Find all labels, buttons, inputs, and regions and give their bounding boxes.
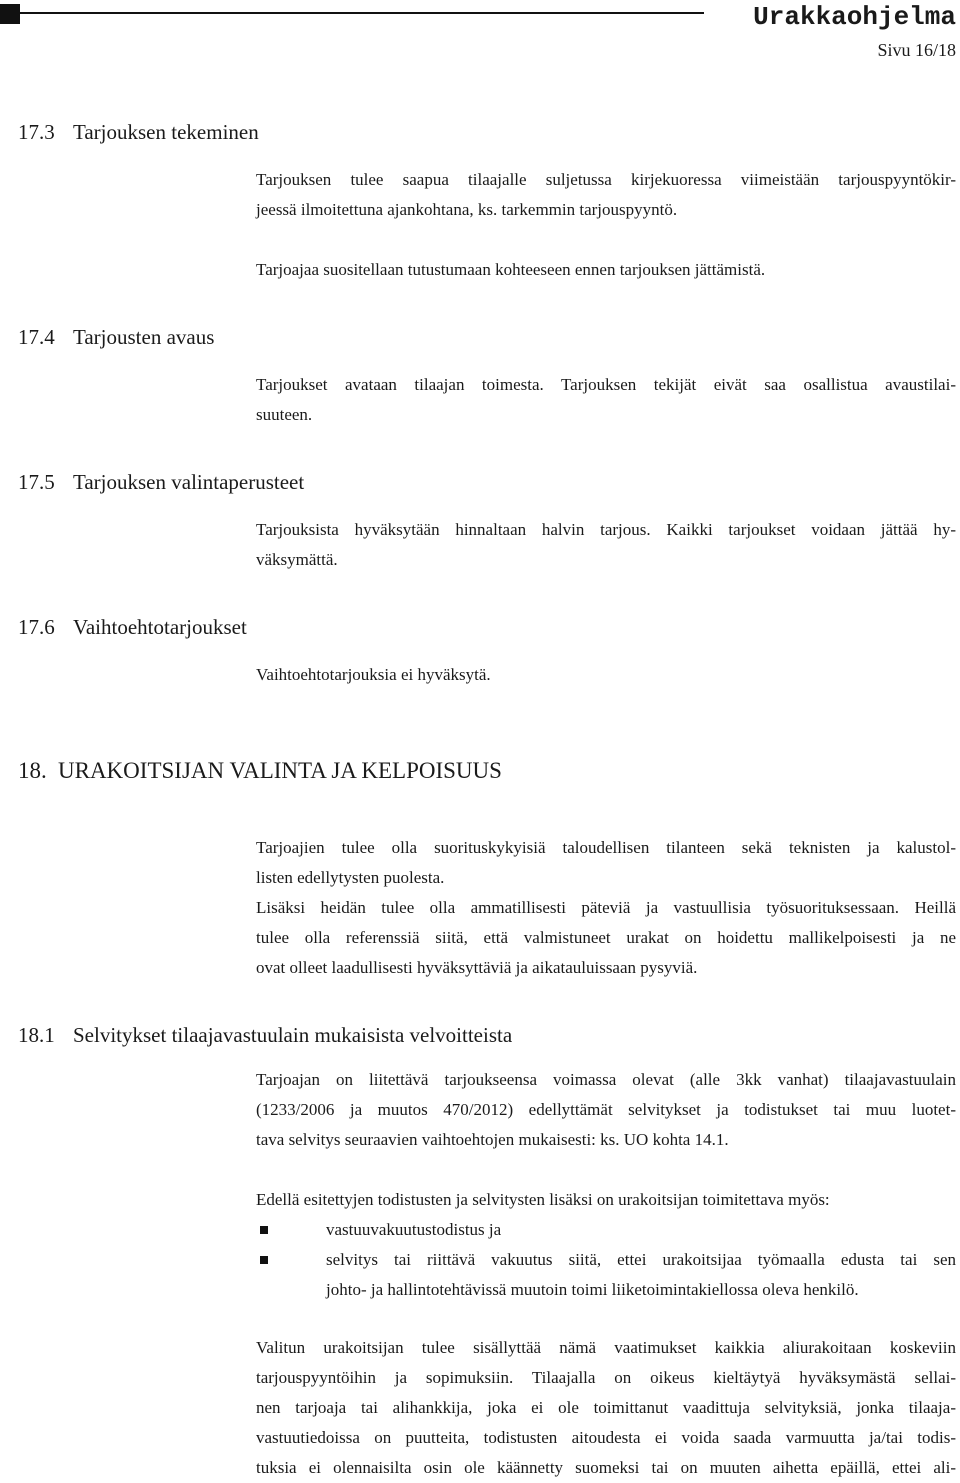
paragraph bbox=[256, 255, 956, 285]
paragraph bbox=[256, 1333, 956, 1483]
text-line: Tarjouksen tulee saapua tilaajalle suljetussa kirjekuoressa viimeistään tarjouspyyntökir- bbox=[256, 170, 956, 189]
text-line: Vaihtoehtotarjouksia ei hyväksytä. bbox=[256, 665, 491, 684]
text-line: (1233/2006 ja muutos 470/2012) edellyttämät selvitykset ja todistukset tai muu luotet- bbox=[256, 1100, 956, 1119]
paragraph bbox=[256, 893, 956, 983]
paragraph bbox=[256, 370, 956, 430]
section-heading-17-4 bbox=[18, 325, 214, 350]
paragraph bbox=[256, 1185, 956, 1215]
text-line: johto- ja hallintotehtävissä muutoin toimi liiketoimintakiellossa oleva henkilö. bbox=[326, 1280, 859, 1299]
text-line: suuteen. bbox=[256, 405, 313, 424]
text-line: ovat olleet laadullisesti hyväksyttäviä ja aikatauluissaan pysyviä. bbox=[256, 958, 698, 977]
section-number: 17.3 bbox=[18, 120, 55, 144]
section-title: Tarjouksen tekeminen bbox=[73, 120, 259, 144]
section-heading-18-1 bbox=[18, 1023, 512, 1048]
section-title: Vaihtoehtotarjoukset bbox=[73, 615, 247, 639]
paragraph bbox=[256, 515, 956, 575]
text-line: Tarjoukset avataan tilaajan toimesta. Tarjouksen tekijät eivät saa osallistua avaustilai- bbox=[256, 375, 956, 394]
section-title: Tarjousten avaus bbox=[73, 325, 215, 349]
document-title: Urakkaohjelma bbox=[753, 2, 956, 32]
chapter-title: URAKOITSIJAN VALINTA JA KELPOISUUS bbox=[58, 758, 502, 783]
paragraph bbox=[256, 165, 956, 225]
section-title: Tarjouksen valintaperusteet bbox=[73, 470, 305, 494]
text-line: tulee olla referenssiä siitä, että valmistuneet urakat on hoidettu mallikelpoisesti ja ne bbox=[256, 928, 956, 947]
paragraph bbox=[256, 833, 956, 893]
text-line: selvitys tai riittävä vakuutus siitä, ettei urakoitsijaa työmaalla edusta tai sen bbox=[326, 1250, 956, 1269]
header-rule bbox=[20, 12, 704, 14]
chapter-heading-18 bbox=[18, 758, 502, 784]
section-number: 17.6 bbox=[18, 615, 55, 639]
section-number: 17.5 bbox=[18, 470, 55, 494]
section-title: Selvitykset tilaajavastuulain mukaisista velvoitteista bbox=[73, 1023, 513, 1047]
section-heading-17-5 bbox=[18, 470, 304, 495]
text-line: Tarjouksista hyväksytään hinnaltaan halvin tarjous. Kaikki tarjoukset voidaan jättää hy- bbox=[256, 520, 956, 539]
text-line: listen edellytysten puolesta. bbox=[256, 868, 445, 887]
text-line: tava selvitys seuraavien vaihtoehtojen mukaisesti: ks. UO kohta 14.1. bbox=[256, 1130, 729, 1149]
text-line: tuksia ei olennaisilta osin ole käännetty suomeksi tai on muuten aihetta epäillä, ettei ali- bbox=[256, 1458, 956, 1477]
text-line: Lisäksi heidän tulee olla ammatillisesti päteviä ja vastuullisia työsuorituksessaan. Heillä bbox=[256, 898, 956, 917]
text-line: jeessä ilmoitettuna ajankohtana, ks. tarkemmin tarjouspyyntö. bbox=[256, 200, 678, 219]
text-line: Tarjoajien tulee olla suorituskykyisiä taloudellisen tilanteen sekä teknisten ja kalustol- bbox=[256, 838, 956, 857]
header-square-mark bbox=[0, 4, 20, 24]
bullet-square-icon bbox=[260, 1226, 268, 1234]
list-item bbox=[256, 1215, 956, 1245]
section-number: 17.4 bbox=[18, 325, 55, 349]
text-line: Tarjoajaa suositellaan tutustumaan kohteeseen ennen tarjouksen jättämistä. bbox=[256, 260, 766, 279]
text-line: vastuutiedoissa on puutteita, todistusten aitoudesta ei voida saada varmuutta ja/tai todis- bbox=[256, 1428, 956, 1447]
chapter-number: 18. bbox=[18, 758, 47, 783]
bullet-list bbox=[256, 1215, 956, 1305]
section-heading-17-3 bbox=[18, 120, 259, 145]
text-line: Edellä esitettyjen todistusten ja selvitysten lisäksi on urakoitsijan toimitettava myös: bbox=[256, 1190, 830, 1209]
text-line: nen tarjoaja tai alihankkija, joka ei ole toimittanut vaadittuja selvityksiä, jonka tilaaja- bbox=[256, 1398, 956, 1417]
text-line: Tarjoajan on liitettävä tarjoukseensa voimassa olevat (alle 3kk vanhat) tilaajavastuulain bbox=[256, 1070, 956, 1089]
text-line: väksymättä. bbox=[256, 550, 338, 569]
paragraph bbox=[256, 1065, 956, 1155]
paragraph bbox=[256, 660, 956, 690]
text-line: Valitun urakoitsijan tulee sisällyttää nämä vaatimukset kaikkia aliurakoitaan koskeviin bbox=[256, 1338, 956, 1357]
text-line: vastuuvakuutustodistus ja bbox=[326, 1220, 502, 1239]
bullet-square-icon bbox=[260, 1256, 268, 1264]
list-item bbox=[256, 1245, 956, 1305]
page-number: Sivu 16/18 bbox=[877, 40, 956, 60]
section-heading-17-6 bbox=[18, 615, 247, 640]
text-line: tarjouspyyntöihin ja sopimuksiin. Tilaajalla on oikeus kieltäytyä hyväksymästä sellai- bbox=[256, 1368, 956, 1387]
section-number: 18.1 bbox=[18, 1023, 55, 1047]
